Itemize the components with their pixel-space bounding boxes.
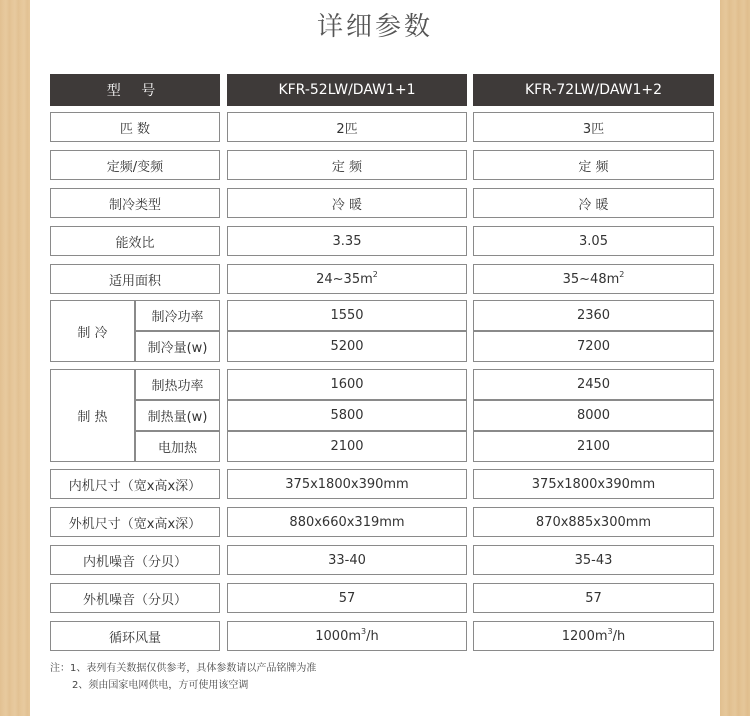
header-model-label: 型 号 bbox=[50, 74, 220, 106]
row-value: 2100 bbox=[227, 431, 467, 462]
header-model-1: KFR-52LW/DAW1+1 bbox=[227, 74, 467, 106]
spec-panel bbox=[30, 0, 720, 716]
row-label-pishu: 匹 数 bbox=[50, 112, 220, 142]
row-label-eer: 能效比 bbox=[50, 226, 220, 256]
row-label-indoor-size: 内机尺寸（宽x高x深） bbox=[50, 469, 220, 499]
row-value: 2匹 bbox=[227, 112, 467, 142]
row-value: 7200 bbox=[473, 331, 714, 362]
row-value: 2100 bbox=[473, 431, 714, 462]
sub-label: 制热量(w) bbox=[135, 400, 220, 431]
footnote-2: 2、须由国家电网供电，方可使用该空调 bbox=[72, 680, 249, 691]
row-value: 870x885x300mm bbox=[473, 507, 714, 537]
row-label-outdoor-noise: 外机噪音（分贝） bbox=[50, 583, 220, 613]
row-value: 冷 暖 bbox=[473, 188, 714, 218]
row-value: 375x1800x390mm bbox=[227, 469, 467, 499]
row-label-outdoor-size: 外机尺寸（宽x高x深） bbox=[50, 507, 220, 537]
sub-label: 电加热 bbox=[135, 431, 220, 462]
row-value: 35~48m $^2$ bbox=[473, 264, 714, 294]
row-value: 定 频 bbox=[473, 150, 714, 180]
row-value: 3.05 bbox=[473, 226, 714, 256]
row-value: 2450 bbox=[473, 369, 714, 400]
row-label-cooling-type: 制冷类型 bbox=[50, 188, 220, 218]
row-value: 1000m $^3$ /h bbox=[227, 621, 467, 651]
row-label-indoor-noise: 内机噪音（分贝） bbox=[50, 545, 220, 575]
row-label-frequency: 定频/变频 bbox=[50, 150, 220, 180]
row-value: 5200 bbox=[227, 331, 467, 362]
row-value: 35-43 bbox=[473, 545, 714, 575]
footnotes bbox=[50, 660, 316, 694]
row-value: 冷 暖 bbox=[227, 188, 467, 218]
row-value: 375x1800x390mm bbox=[473, 469, 714, 499]
row-value: 3.35 bbox=[227, 226, 467, 256]
row-value: 57 bbox=[227, 583, 467, 613]
row-value: 24~35m $^2$ bbox=[227, 264, 467, 294]
row-value: 8000 bbox=[473, 400, 714, 431]
row-value: 2360 bbox=[473, 300, 714, 331]
header-model-2: KFR-72LW/DAW1+2 bbox=[473, 74, 714, 106]
sub-label: 制冷量(w) bbox=[135, 331, 220, 362]
group-label-heating: 制 热 bbox=[50, 369, 135, 462]
row-value: 880x660x319mm bbox=[227, 507, 467, 537]
page-title: 详细参数 bbox=[316, 12, 433, 42]
row-value: 1550 bbox=[227, 300, 467, 331]
row-value: 定 频 bbox=[227, 150, 467, 180]
footnote-1: 注：1、表列有关数据仅供参考，具体参数请以产品铭牌为准 bbox=[50, 663, 317, 674]
row-label-area: 适用面积 bbox=[50, 264, 220, 294]
row-value: 5800 bbox=[227, 400, 467, 431]
row-value: 3匹 bbox=[473, 112, 714, 142]
sub-label: 制冷功率 bbox=[135, 300, 220, 331]
row-value: 1200m $^3$ /h bbox=[473, 621, 714, 651]
row-value: 33-40 bbox=[227, 545, 467, 575]
row-value: 1600 bbox=[227, 369, 467, 400]
row-label-airflow: 循环风量 bbox=[50, 621, 220, 651]
sub-label: 制热功率 bbox=[135, 369, 220, 400]
row-value: 57 bbox=[473, 583, 714, 613]
group-label-cooling: 制 冷 bbox=[50, 300, 135, 362]
